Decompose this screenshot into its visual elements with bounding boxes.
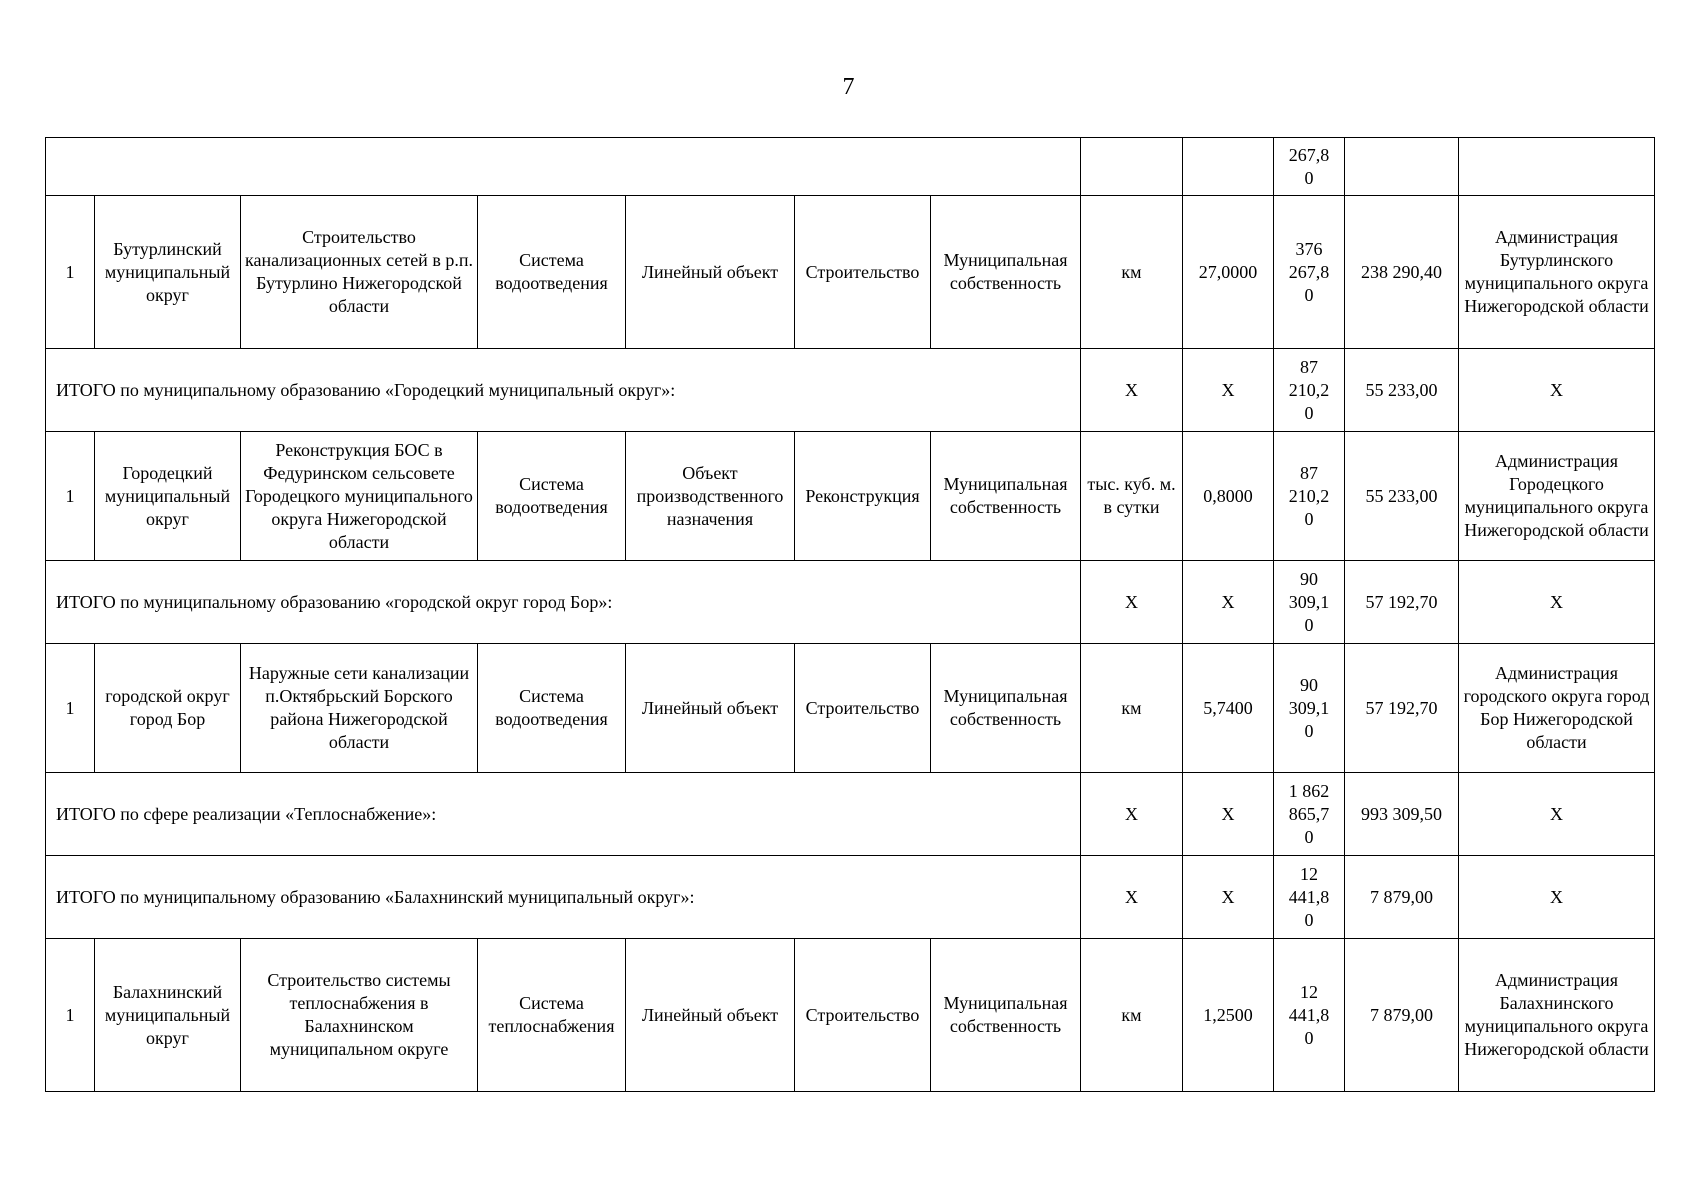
unit-cell: Х — [1081, 349, 1183, 432]
system-cell: Система теплоснабжения — [478, 939, 626, 1092]
unit-cell: тыс. куб. м. в сутки — [1081, 432, 1183, 561]
capacity-cell: 0,8000 — [1183, 432, 1274, 561]
object-type-cell: Линейный объект — [626, 644, 795, 773]
table-row-carryover — [46, 138, 1655, 196]
total-row — [46, 773, 1655, 856]
ownership-cell: Муниципальная собственность — [931, 432, 1081, 561]
ownership-cell: Муниципальная собственность — [931, 644, 1081, 773]
cost-cell: 376 267,8 0 — [1274, 196, 1345, 349]
cost-cell: 90 309,1 0 — [1274, 644, 1345, 773]
ownership-cell: Муниципальная собственность — [931, 939, 1081, 1092]
unit-cell: км — [1081, 196, 1183, 349]
capacity-cell: 27,0000 — [1183, 196, 1274, 349]
object-name-cell: Строительство канализационных сетей в р.п. Бутурлино Нижегородской области — [241, 196, 478, 349]
row-number-cell: 1 — [46, 644, 95, 773]
unit-cell: Х — [1081, 773, 1183, 856]
work-type-cell: Строительство — [795, 939, 931, 1092]
cost-cell: 12 441,8 0 — [1274, 939, 1345, 1092]
cost-cell: 90 309,1 0 — [1274, 561, 1345, 644]
capacity-cell: Х — [1183, 773, 1274, 856]
recipient-cell: Х — [1459, 349, 1655, 432]
recipient-cell: Администрация городского округа город Бор Нижегородской области — [1459, 644, 1655, 773]
object-name-cell: Реконструкция БОС в Федуринском сельсовете Городецкого муниципального округа Нижегородской области — [241, 432, 478, 561]
cost-cell: 267,8 0 — [1274, 138, 1345, 196]
total-row — [46, 561, 1655, 644]
work-type-cell: Строительство — [795, 196, 931, 349]
unit-cell: км — [1081, 644, 1183, 773]
unit-cell: Х — [1081, 561, 1183, 644]
cost-cell: 12 441,8 0 — [1274, 856, 1345, 939]
total-label-cell: ИТОГО по муниципальному образованию «Балахнинский муниципальный округ»: — [46, 856, 1081, 939]
cost-cell: 87 210,2 0 — [1274, 349, 1345, 432]
object-name-cell: Строительство системы теплоснабжения в Балахнинском муниципальном округе — [241, 939, 478, 1092]
empty-cell — [1345, 138, 1459, 196]
recipient-cell: Х — [1459, 561, 1655, 644]
empty-cell — [1459, 138, 1655, 196]
table-body — [46, 138, 1655, 1092]
capacity-cell: Х — [1183, 561, 1274, 644]
object-type-cell: Объект производственного назначения — [626, 432, 795, 561]
page-number: 7 — [842, 74, 855, 100]
empty-cell — [1183, 138, 1274, 196]
object-type-cell: Линейный объект — [626, 939, 795, 1092]
district-cell: городской округ город Бор — [95, 644, 241, 773]
recipient-cell: Администрация Балахнинского муниципального округа Нижегородской области — [1459, 939, 1655, 1092]
table-row — [46, 196, 1655, 349]
recipient-cell: Х — [1459, 856, 1655, 939]
capacity-cell: Х — [1183, 856, 1274, 939]
cost-cell: 87 210,2 0 — [1274, 432, 1345, 561]
row-number-cell: 1 — [46, 939, 95, 1092]
system-cell: Система водоотведения — [478, 432, 626, 561]
object-type-cell: Линейный объект — [626, 196, 795, 349]
district-cell: Балахнинский муниципальный округ — [95, 939, 241, 1092]
system-cell: Система водоотведения — [478, 196, 626, 349]
work-type-cell: Реконструкция — [795, 432, 931, 561]
row-number-cell: 1 — [46, 196, 95, 349]
system-cell: Система водоотведения — [478, 644, 626, 773]
subsidy-cell: 7 879,00 — [1345, 939, 1459, 1092]
total-label-cell: ИТОГО по сфере реализации «Теплоснабжение»: — [46, 773, 1081, 856]
row-number-cell: 1 — [46, 432, 95, 561]
empty-cell — [46, 138, 1081, 196]
recipient-cell: Администрация Городецкого муниципального округа Нижегородской области — [1459, 432, 1655, 561]
total-row — [46, 349, 1655, 432]
subsidy-cell: 55 233,00 — [1345, 432, 1459, 561]
subsidy-cell: 7 879,00 — [1345, 856, 1459, 939]
recipient-cell: Х — [1459, 773, 1655, 856]
district-cell: Городецкий муниципальный округ — [95, 432, 241, 561]
district-cell: Бутурлинский муниципальный округ — [95, 196, 241, 349]
total-label-cell: ИТОГО по муниципальному образованию «городской округ город Бор»: — [46, 561, 1081, 644]
capacity-cell: 5,7400 — [1183, 644, 1274, 773]
unit-cell: Х — [1081, 856, 1183, 939]
recipient-cell: Администрация Бутурлинского муниципального округа Нижегородской области — [1459, 196, 1655, 349]
capacity-cell: 1,2500 — [1183, 939, 1274, 1092]
subsidy-cell: 55 233,00 — [1345, 349, 1459, 432]
total-label-cell: ИТОГО по муниципальному образованию «Городецкий муниципальный округ»: — [46, 349, 1081, 432]
subsidy-cell: 57 192,70 — [1345, 561, 1459, 644]
ownership-cell: Муниципальная собственность — [931, 196, 1081, 349]
subsidy-cell: 57 192,70 — [1345, 644, 1459, 773]
object-name-cell: Наружные сети канализации п.Октябрьский Борского района Нижегородской области — [241, 644, 478, 773]
cost-cell: 1 862 865,7 0 — [1274, 773, 1345, 856]
empty-cell — [1081, 138, 1183, 196]
capacity-cell: Х — [1183, 349, 1274, 432]
total-row — [46, 856, 1655, 939]
subsidy-cell: 993 309,50 — [1345, 773, 1459, 856]
objects-table — [45, 137, 1655, 1092]
table-row — [46, 432, 1655, 561]
work-type-cell: Строительство — [795, 644, 931, 773]
table-row — [46, 644, 1655, 773]
unit-cell: км — [1081, 939, 1183, 1092]
table-row — [46, 939, 1655, 1092]
subsidy-cell: 238 290,40 — [1345, 196, 1459, 349]
